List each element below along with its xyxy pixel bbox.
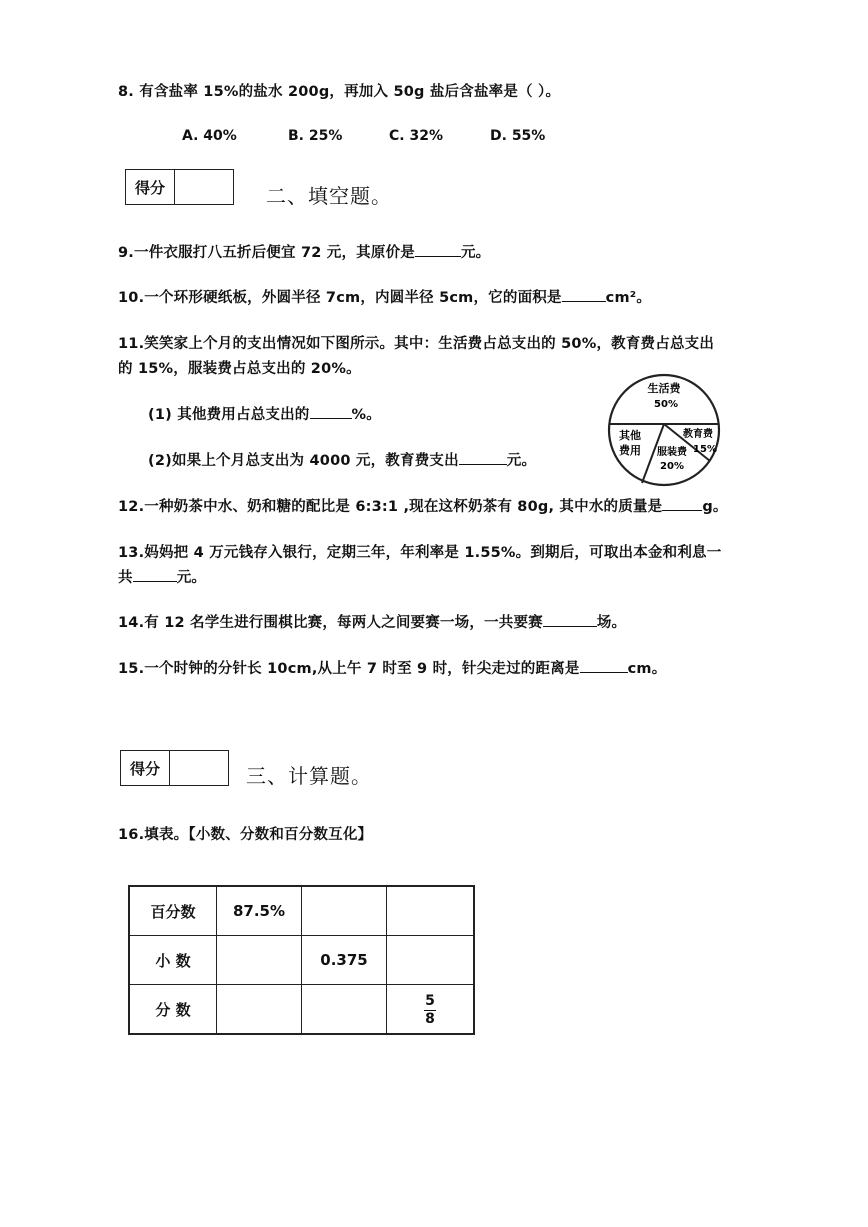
score-label: 得分 [126, 170, 175, 204]
option-b: B. 25% [288, 128, 343, 144]
question-10 [118, 286, 651, 307]
pie-pct-education: 15% [693, 444, 717, 455]
expense-pie-chart [606, 372, 722, 488]
question-10-unit: cm²。 [605, 290, 652, 306]
answer-blank[interactable] [543, 612, 597, 627]
score-box-section-2 [125, 169, 234, 205]
table-cell[interactable] [302, 886, 387, 936]
pie-label-clothing: 服装费 [657, 447, 687, 458]
pie-label-other-1: 其他 [619, 429, 641, 442]
question-9 [118, 241, 490, 262]
score-blank[interactable] [175, 170, 233, 204]
question-13-line-1: 13.妈妈把 4 万元钱存入银行，定期三年，年利率是 1.55%。到期后，可取出本金和利息一 [118, 545, 722, 561]
pie-label-other-2: 费用 [619, 444, 641, 457]
table-cell[interactable] [387, 936, 475, 985]
table-row [129, 886, 474, 936]
fraction-numerator: 5 [425, 993, 435, 1010]
question-15 [118, 657, 666, 678]
option-d: D. 55% [490, 128, 546, 144]
pie-label-education: 教育费 [683, 429, 713, 440]
question-9-text: 9.一件衣服打八五折后便宜 72 元，其原价是 [118, 245, 415, 261]
question-14-unit: 场。 [596, 615, 627, 631]
score-box-section-3 [120, 750, 229, 786]
score-label: 得分 [121, 751, 170, 785]
question-12-unit: g。 [702, 499, 728, 515]
answer-blank[interactable] [662, 496, 702, 511]
question-11-part-1-unit: %。 [351, 407, 381, 423]
conversion-table [128, 885, 475, 1035]
table-cell: 87.5% [217, 886, 302, 936]
question-15-text: 15.一个时钟的分针长 10cm,从上午 7 时至 9 时，针尖走过的距离是 [118, 661, 580, 677]
answer-blank[interactable] [133, 567, 177, 582]
question-11-part-2-unit: 元。 [506, 453, 537, 469]
answer-blank[interactable] [562, 287, 606, 302]
question-14 [118, 611, 626, 632]
question-11-part-2 [148, 449, 536, 470]
pie-pct-living: 50% [654, 399, 678, 410]
table-row [129, 936, 474, 985]
table-cell[interactable] [217, 985, 302, 1035]
question-16: 16.填表。【小数、分数和百分数互化】 [118, 827, 373, 843]
row-label-fraction: 分 数 [129, 985, 217, 1035]
option-c: C. 32% [389, 128, 443, 144]
option-a: A. 40% [182, 128, 237, 144]
answer-blank[interactable] [459, 450, 507, 465]
pie-label-living: 生活费 [647, 382, 681, 395]
question-12-text: 12.一种奶茶中水、奶和糖的配比是 6:3:1 ,现在这杯奶茶有 80g, 其中水的质量是 [118, 499, 663, 515]
fraction-five-eighths [424, 994, 436, 1026]
question-11-line-2: 的 15%，服装费占总支出的 20%。 [118, 361, 361, 377]
score-blank[interactable] [170, 751, 228, 785]
table-cell[interactable] [387, 886, 475, 936]
answer-blank[interactable] [580, 658, 628, 673]
question-12 [118, 495, 728, 516]
section-3-title: 三、计算题。 [246, 764, 372, 788]
table-row [129, 985, 474, 1035]
table-cell [387, 985, 475, 1035]
fraction-denominator: 8 [425, 1011, 435, 1027]
question-11-part-1-text: (1) 其他费用占总支出的 [148, 407, 310, 423]
question-11-part-1 [148, 403, 381, 424]
question-14-text: 14.有 12 名学生进行围棋比赛，每两人之间要赛一场，一共要赛 [118, 615, 543, 631]
question-11-line-1: 11.笑笑家上个月的支出情况如下图所示。其中：生活费占总支出的 50%，教育费占总支出 [118, 336, 715, 352]
question-8: 8. 有含盐率 15%的盐水 200g，再加入 50g 盐后含盐率是（ ）。 [118, 84, 561, 100]
question-15-unit: cm。 [627, 661, 667, 677]
question-9-unit: 元。 [460, 245, 491, 261]
table-cell[interactable] [217, 936, 302, 985]
question-10-text: 10.一个环形硬纸板，外圆半径 7cm，内圆半径 5cm，它的面积是 [118, 290, 562, 306]
row-label-percent: 百分数 [129, 886, 217, 936]
question-11-part-2-text: (2)如果上个月总支出为 4000 元，教育费支出 [148, 453, 459, 469]
answer-blank[interactable] [415, 242, 461, 257]
table-cell[interactable] [302, 985, 387, 1035]
question-13-line-2 [118, 566, 206, 587]
question-13-text: 共 [118, 570, 133, 586]
table-cell: 0.375 [302, 936, 387, 985]
answer-blank[interactable] [310, 404, 352, 419]
row-label-decimal: 小 数 [129, 936, 217, 985]
pie-pct-clothing: 20% [660, 461, 684, 472]
section-2-title: 二、填空题。 [266, 184, 392, 208]
question-13-unit: 元。 [176, 570, 207, 586]
